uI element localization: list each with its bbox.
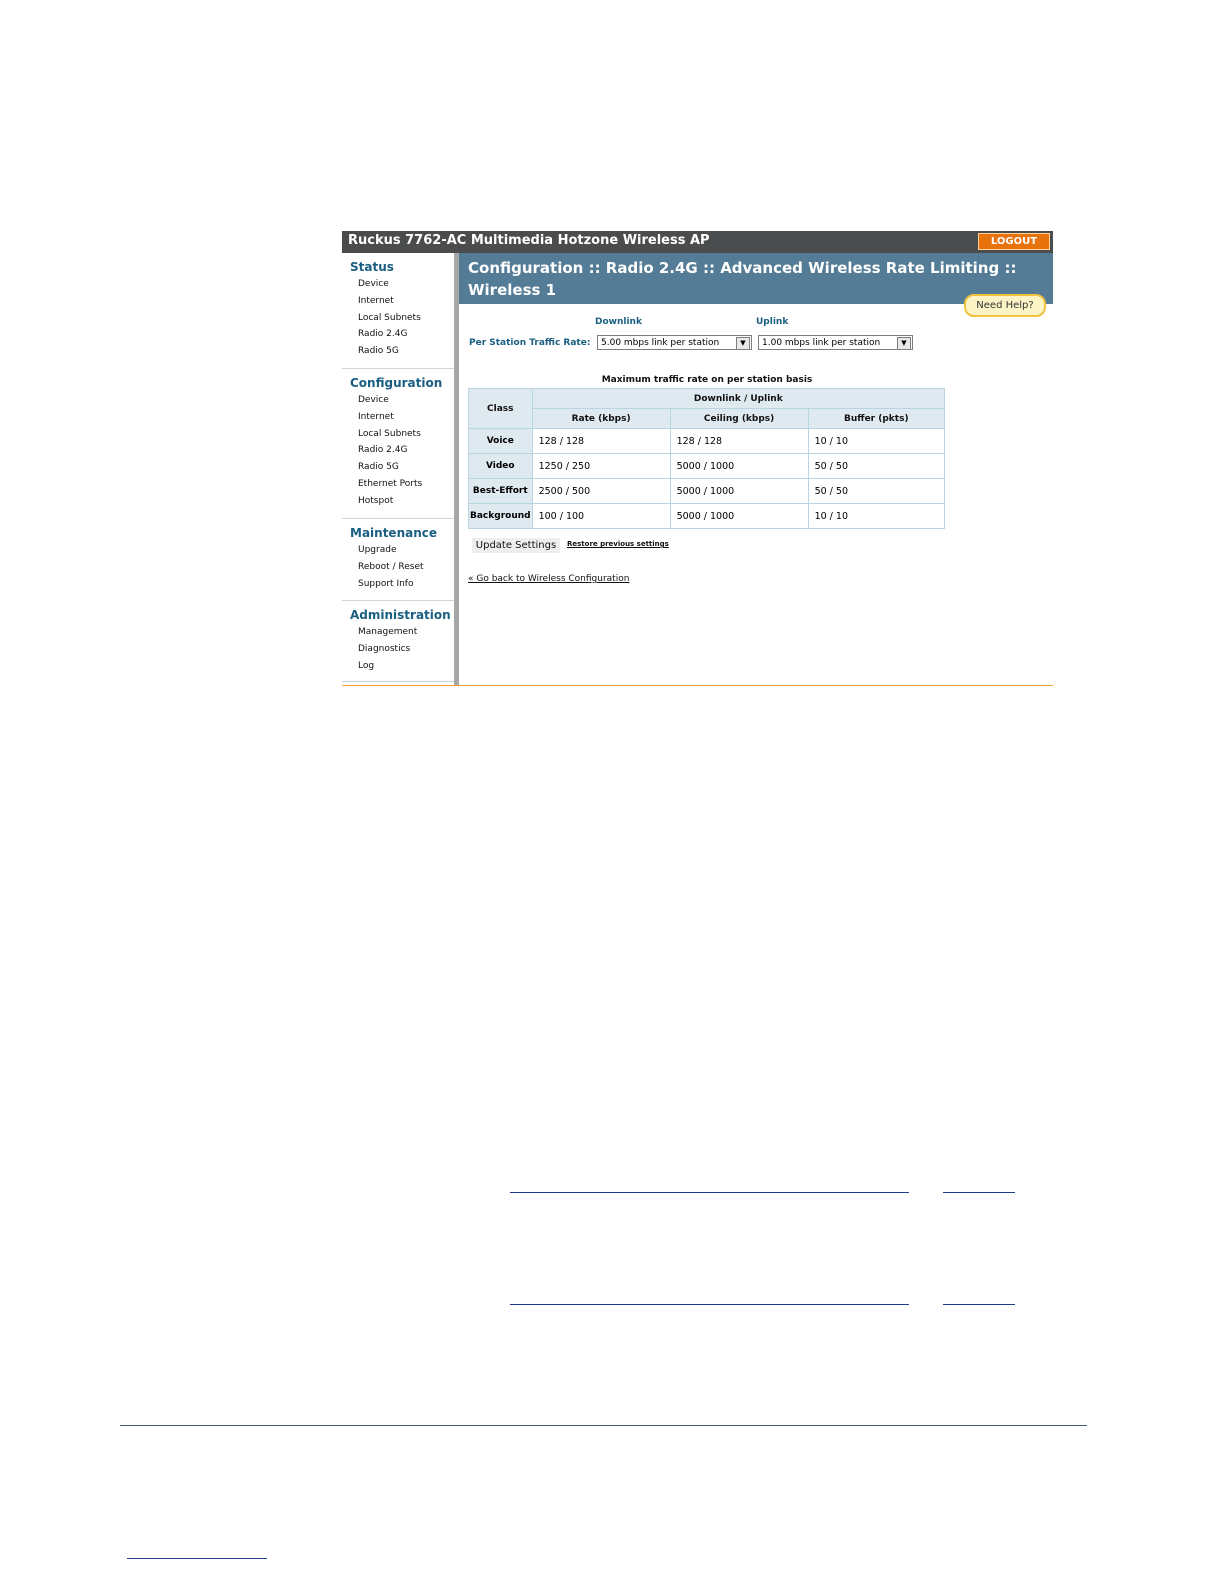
page-footer-rule — [120, 1425, 1087, 1426]
back-to-wireless-configuration-link[interactable]: « Go back to Wireless Configuration — [468, 574, 630, 584]
table-caption: Maximum traffic rate on per station basis — [601, 375, 813, 385]
sidebar-item-config-device[interactable]: Device — [358, 395, 389, 405]
class-cell: Background — [469, 504, 533, 529]
downlink-rate-select[interactable] — [597, 335, 752, 350]
downlink-label: Downlink — [595, 317, 642, 327]
sidebar-item-config-ethernet-ports[interactable]: Ethernet Ports — [358, 478, 423, 489]
class-cell: Video — [469, 454, 533, 479]
per-station-traffic-rate-label: Per Station Traffic Rate: — [469, 338, 591, 348]
rate-column-header: Rate (kbps) — [532, 409, 670, 429]
sidebar-section-title: Maintenance — [350, 526, 438, 540]
chevron-down-icon: ▼ — [897, 337, 911, 350]
ceiling-column-header: Ceiling (kbps) — [670, 409, 808, 429]
ap-web-ui — [342, 231, 1053, 687]
ceiling-cell[interactable]: 5000 / 1000 — [670, 504, 808, 529]
table-header-row — [469, 389, 945, 409]
need-help-button[interactable]: Need Help? — [964, 294, 1046, 317]
footer-underline — [127, 1558, 267, 1559]
document-underline — [943, 1304, 1015, 1305]
sidebar-section-status — [342, 259, 454, 360]
sidebar-item-status-internet[interactable]: Internet — [358, 295, 394, 306]
sidebar-item-support-info[interactable]: Support Info — [358, 578, 414, 589]
buffer-cell[interactable]: 50 / 50 — [808, 454, 944, 479]
downlink-uplink-header: Downlink / Uplink — [532, 389, 944, 409]
rate-limit-table — [468, 388, 945, 529]
main-content — [459, 253, 1053, 686]
restore-previous-settings-link[interactable]: Restore previous settings — [567, 540, 669, 548]
page-title: Configuration :: Radio 2.4G :: Advanced Wireless Rate Limiting :: Wireless 1 — [468, 259, 1017, 299]
ceiling-cell[interactable]: 5000 / 1000 — [670, 454, 808, 479]
sidebar-item-config-local-subnets[interactable]: Local Subnets — [358, 428, 421, 439]
app-title: Ruckus 7762-AC Multimedia Hotzone Wireless AP — [348, 233, 710, 248]
title-bar — [342, 231, 1053, 253]
document-underline — [943, 1192, 1015, 1193]
uplink-label: Uplink — [756, 317, 789, 327]
sidebar-item-status-local-subnets[interactable]: Local Subnets — [358, 312, 421, 323]
buffer-cell[interactable]: 10 / 10 — [808, 429, 944, 454]
sidebar-section-title: Administration — [350, 608, 451, 622]
class-cell: Voice — [469, 429, 533, 454]
table-subheader-row — [469, 409, 945, 429]
chevron-down-icon: ▼ — [736, 337, 750, 350]
sidebar-section-configuration — [342, 375, 454, 510]
sidebar-divider — [342, 518, 454, 519]
sidebar-section-administration — [342, 607, 454, 674]
table-row — [469, 429, 945, 454]
buffer-cell[interactable]: 10 / 10 — [808, 504, 944, 529]
document-underline — [510, 1304, 909, 1305]
sidebar-item-config-internet[interactable]: Internet — [358, 411, 394, 422]
sidebar-divider — [342, 600, 454, 601]
rate-cell[interactable]: 2500 / 500 — [532, 479, 670, 504]
sidebar — [342, 253, 454, 684]
bottom-border — [342, 685, 1053, 686]
sidebar-item-config-radio-24g[interactable]: Radio 2.4G — [358, 445, 408, 456]
sidebar-divider — [342, 368, 454, 369]
sidebar-item-management[interactable]: Management — [358, 627, 418, 637]
downlink-rate-value: 5.00 mbps link per station — [601, 338, 720, 348]
buffer-cell[interactable]: 50 / 50 — [808, 479, 944, 504]
ceiling-cell[interactable]: 128 / 128 — [670, 429, 808, 454]
rate-cell[interactable]: 100 / 100 — [532, 504, 670, 529]
logout-button[interactable]: LOGOUT — [978, 233, 1050, 250]
rate-cell[interactable]: 1250 / 250 — [532, 454, 670, 479]
buffer-column-header: Buffer (pkts) — [808, 409, 944, 429]
table-row — [469, 479, 945, 504]
sidebar-item-status-radio-5g[interactable]: Radio 5G — [358, 346, 399, 357]
sidebar-item-reboot-reset[interactable]: Reboot / Reset — [358, 561, 424, 572]
table-row — [469, 454, 945, 479]
update-settings-button[interactable]: Update Settings — [472, 538, 560, 553]
ceiling-cell[interactable]: 5000 / 1000 — [670, 479, 808, 504]
sidebar-item-diagnostics[interactable]: Diagnostics — [358, 643, 411, 654]
sidebar-item-log[interactable]: Log — [358, 660, 375, 671]
rate-cell[interactable]: 128 / 128 — [532, 429, 670, 454]
class-header: Class — [469, 389, 533, 429]
sidebar-item-upgrade[interactable]: Upgrade — [358, 545, 397, 555]
page-header — [459, 253, 1053, 304]
sidebar-section-title: Status — [350, 260, 394, 274]
sidebar-divider — [342, 681, 454, 682]
sidebar-section-title: Configuration — [350, 376, 443, 390]
class-cell: Best-Effort — [469, 479, 533, 504]
document-underline — [510, 1192, 909, 1193]
sidebar-item-config-radio-5g[interactable]: Radio 5G — [358, 462, 399, 473]
sidebar-section-maintenance — [342, 525, 454, 592]
uplink-rate-select[interactable] — [758, 335, 913, 350]
sidebar-item-config-hotspot[interactable]: Hotspot — [358, 495, 394, 506]
uplink-rate-value: 1.00 mbps link per station — [762, 338, 881, 348]
table-row — [469, 504, 945, 529]
sidebar-item-status-device[interactable]: Device — [358, 279, 389, 289]
sidebar-item-status-radio-24g[interactable]: Radio 2.4G — [358, 329, 408, 340]
